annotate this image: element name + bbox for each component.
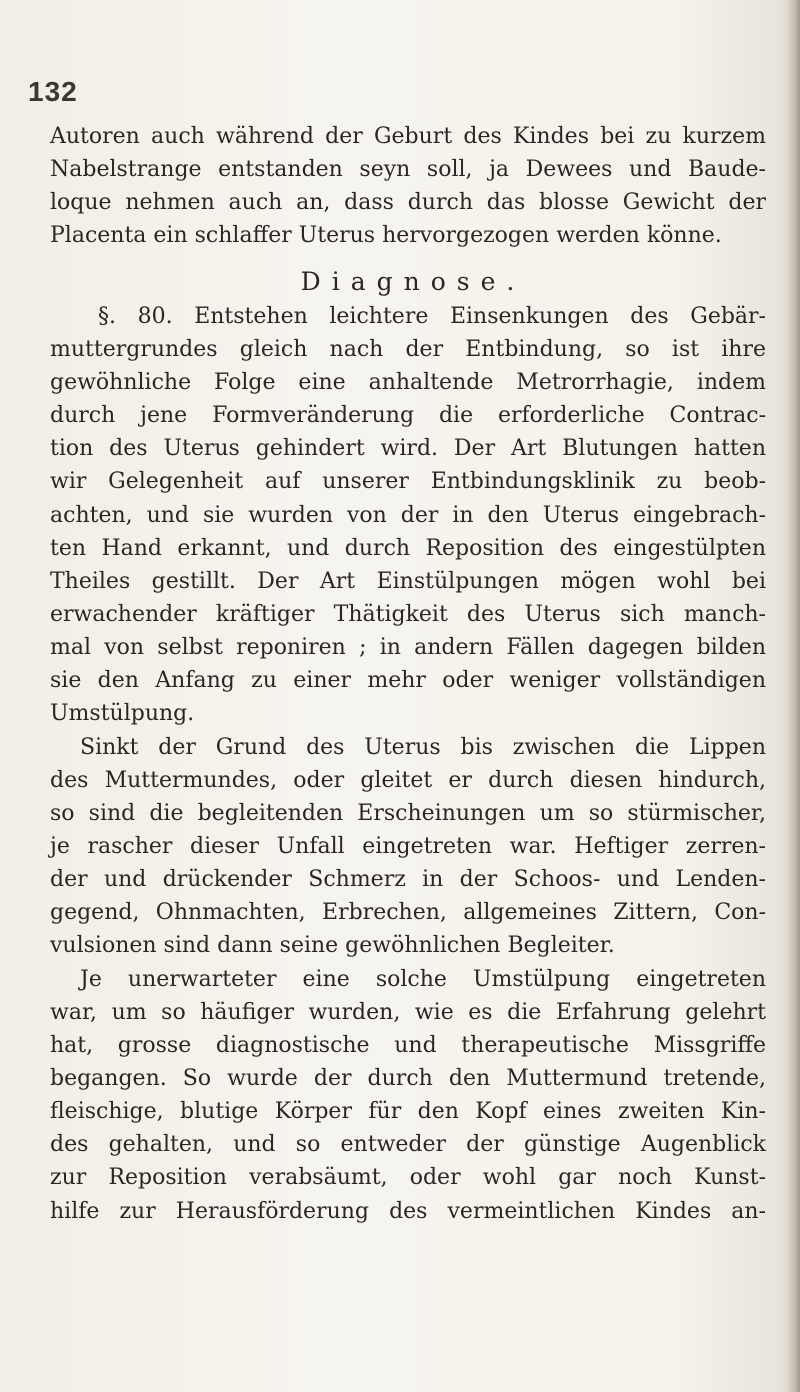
text-line: war, um so häufiger wurden, wie es die Erfahrung gelehrt — [50, 999, 766, 1025]
text-line: Placenta ein schlaffer Uterus hervorgezogen werden könne. — [50, 223, 722, 249]
text-line: hilfe zur Herausförderung des vermeintlichen Kindes an- — [50, 1198, 766, 1224]
text-line: erwachender kräftiger Thätigkeit des Uterus sich manch- — [50, 601, 766, 627]
text-body — [50, 120, 766, 1228]
text-line: Umstülpung. — [50, 701, 195, 727]
section-heading: Diagnose. — [300, 266, 526, 296]
text-line: Nabelstrange entstanden seyn soll, ja Dewees und Baude- — [50, 157, 766, 183]
text-line: loque nehmen auch an, dass durch das blosse Gewicht der — [50, 190, 766, 216]
text-line: vulsionen sind dann seine gewöhnlichen Begleiter. — [50, 933, 615, 959]
text-line: des gehalten, und so entweder der günstige Augenblick — [50, 1132, 766, 1158]
text-line: fleischige, blutige Körper für den Kopf eines zweiten Kin- — [50, 1099, 766, 1125]
text-line: je rascher dieser Unfall eingetreten war. Heftiger zerren- — [50, 833, 766, 859]
page-edge-shadow — [786, 0, 800, 1392]
text-line: gegend, Ohnmachten, Erbrechen, allgemeines Zittern, Con- — [50, 900, 766, 926]
paragraph-intro — [50, 120, 766, 253]
paragraph-symptoms — [50, 731, 766, 963]
text-line: Autoren auch während der Geburt des Kindes bei zu kurzem — [50, 124, 766, 149]
text-line: der und drückender Schmerz in der Schoos- und Lenden- — [50, 867, 766, 893]
text-line: Je unerwarteter eine solche Umstülpung eingetreten — [80, 966, 766, 992]
text-line: des Muttermundes, oder gleitet er durch diesen hindurch, — [50, 767, 766, 793]
text-line: mal von selbst reponiren ; in andern Fällen dagegen bilden — [50, 635, 766, 661]
page-number: 132 — [28, 76, 78, 107]
text-line: wir Gelegenheit auf unserer Entbindungsklinik zu beob- — [50, 469, 766, 495]
text-line: Theiles gestillt. Der Art Einstülpungen mögen wohl bei — [50, 568, 766, 594]
text-line: achten, und sie wurden von der in den Uterus eingebrach- — [50, 502, 766, 528]
text-line: begangen. So wurde der durch den Muttermund tretende, — [50, 1065, 766, 1091]
text-line: so sind die begleitenden Erscheinungen um so stürmischer, — [50, 800, 766, 826]
paragraph-misdiagnosis — [50, 963, 766, 1228]
text-line: zur Reposition verabsäumt, oder wohl gar noch Kunst- — [50, 1165, 766, 1191]
text-line: durch jene Formveränderung die erforderliche Contrac- — [50, 403, 766, 429]
text-line: sie den Anfang zu einer mehr oder weniger vollständigen — [50, 668, 766, 694]
text-line: tion des Uterus gehindert wird. Der Art Blutungen hatten — [50, 436, 766, 462]
text-line: §. 80. Entstehen leichtere Einsenkungen des Gebär- — [98, 303, 766, 329]
text-line: ten Hand erkannt, und durch Reposition des eingestülpten — [50, 535, 766, 561]
text-line: hat, grosse diagnostische und therapeutische Missgriffe — [50, 1032, 766, 1058]
text-line: gewöhnliche Folge eine anhaltende Metrorrhagie, indem — [50, 369, 766, 395]
text-line: muttergrundes gleich nach der Entbindung, so ist ihre — [50, 336, 766, 362]
paragraph-section-80 — [50, 300, 766, 731]
text-line: Sinkt der Grund des Uterus bis zwischen die Lippen — [80, 734, 766, 760]
